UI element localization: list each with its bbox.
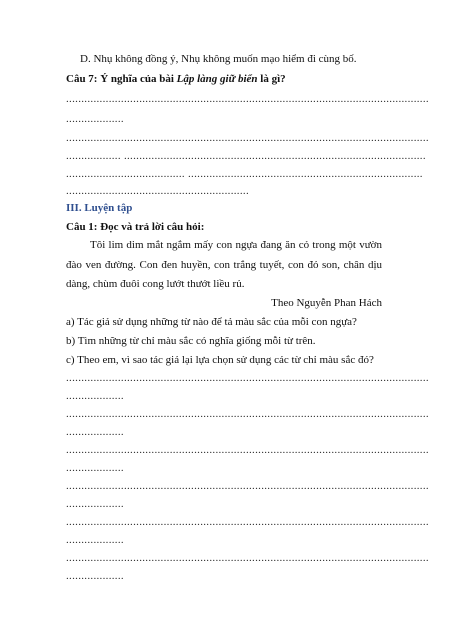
question-7-label: Câu 7: — [66, 73, 98, 85]
section-heading: III. Luyện tập — [66, 202, 133, 214]
answer-line: ................... — [66, 462, 124, 474]
passage-line: Tôi lim dim mắt ngắm mấy con ngựa đang ăn cỏ trong một vườn — [90, 239, 382, 251]
passage-line: đào ven đường. Con đen huyền, con trắng tuyết, con đỏ son, chân dịu — [66, 259, 382, 271]
answer-line: ....................................................................................................................... — [66, 552, 429, 564]
passage-line: dàng, chùm đuôi cong lướt thướt liều rủ. — [66, 278, 245, 290]
answer-line: ....................................................................................................................... — [66, 516, 429, 528]
answer-line: ....................................... ............................................................................. — [66, 168, 423, 180]
question-7 — [66, 72, 382, 86]
question-1-label: Câu 1: Đọc và trả lời câu hỏi: — [66, 221, 205, 233]
sub-question-a: a) Tác giả sử dụng những từ nào để tả màu sắc của mỗi con ngựa? — [66, 316, 357, 328]
answer-line: ................... — [66, 570, 124, 582]
answer-line: ............................................................ — [66, 185, 249, 197]
answer-line: ................... — [66, 498, 124, 510]
answer-line: ....................................................................................................................... — [66, 444, 429, 456]
answer-line: ................... — [66, 426, 124, 438]
answer-line: ....................................................................................................................... — [66, 132, 429, 144]
question-7-title: Lập làng giữ biển — [176, 73, 258, 85]
answer-line: ................... — [66, 534, 124, 546]
answer-line: ................... — [66, 113, 124, 125]
answer-line: .................. ................................................................................................... — [66, 150, 426, 162]
answer-line: ....................................................................................................................... — [66, 372, 429, 384]
answer-line: ....................................................................................................................... — [66, 480, 429, 492]
option-d: D. Nhụ không đồng ý, Nhụ không muốn mạo hiểm đi cùng bố. — [80, 53, 357, 65]
question-7-suffix: là gì? — [257, 73, 286, 85]
answer-line: ....................................................................................................................... — [66, 408, 429, 420]
question-7-prefix: Ý nghĩa của bài — [97, 73, 177, 85]
answer-line: ................... — [66, 390, 124, 402]
answer-line: ....................................................................................................................... — [66, 93, 429, 105]
sub-question-b: b) Tìm những từ chỉ màu sắc có nghĩa giống mỗi từ trên. — [66, 335, 316, 347]
sub-question-c: c) Theo em, vì sao tác giả lại lựa chọn sử dụng các từ chỉ màu sắc đó? — [66, 354, 374, 366]
author-attribution: Theo Nguyễn Phan Hách — [271, 297, 382, 309]
